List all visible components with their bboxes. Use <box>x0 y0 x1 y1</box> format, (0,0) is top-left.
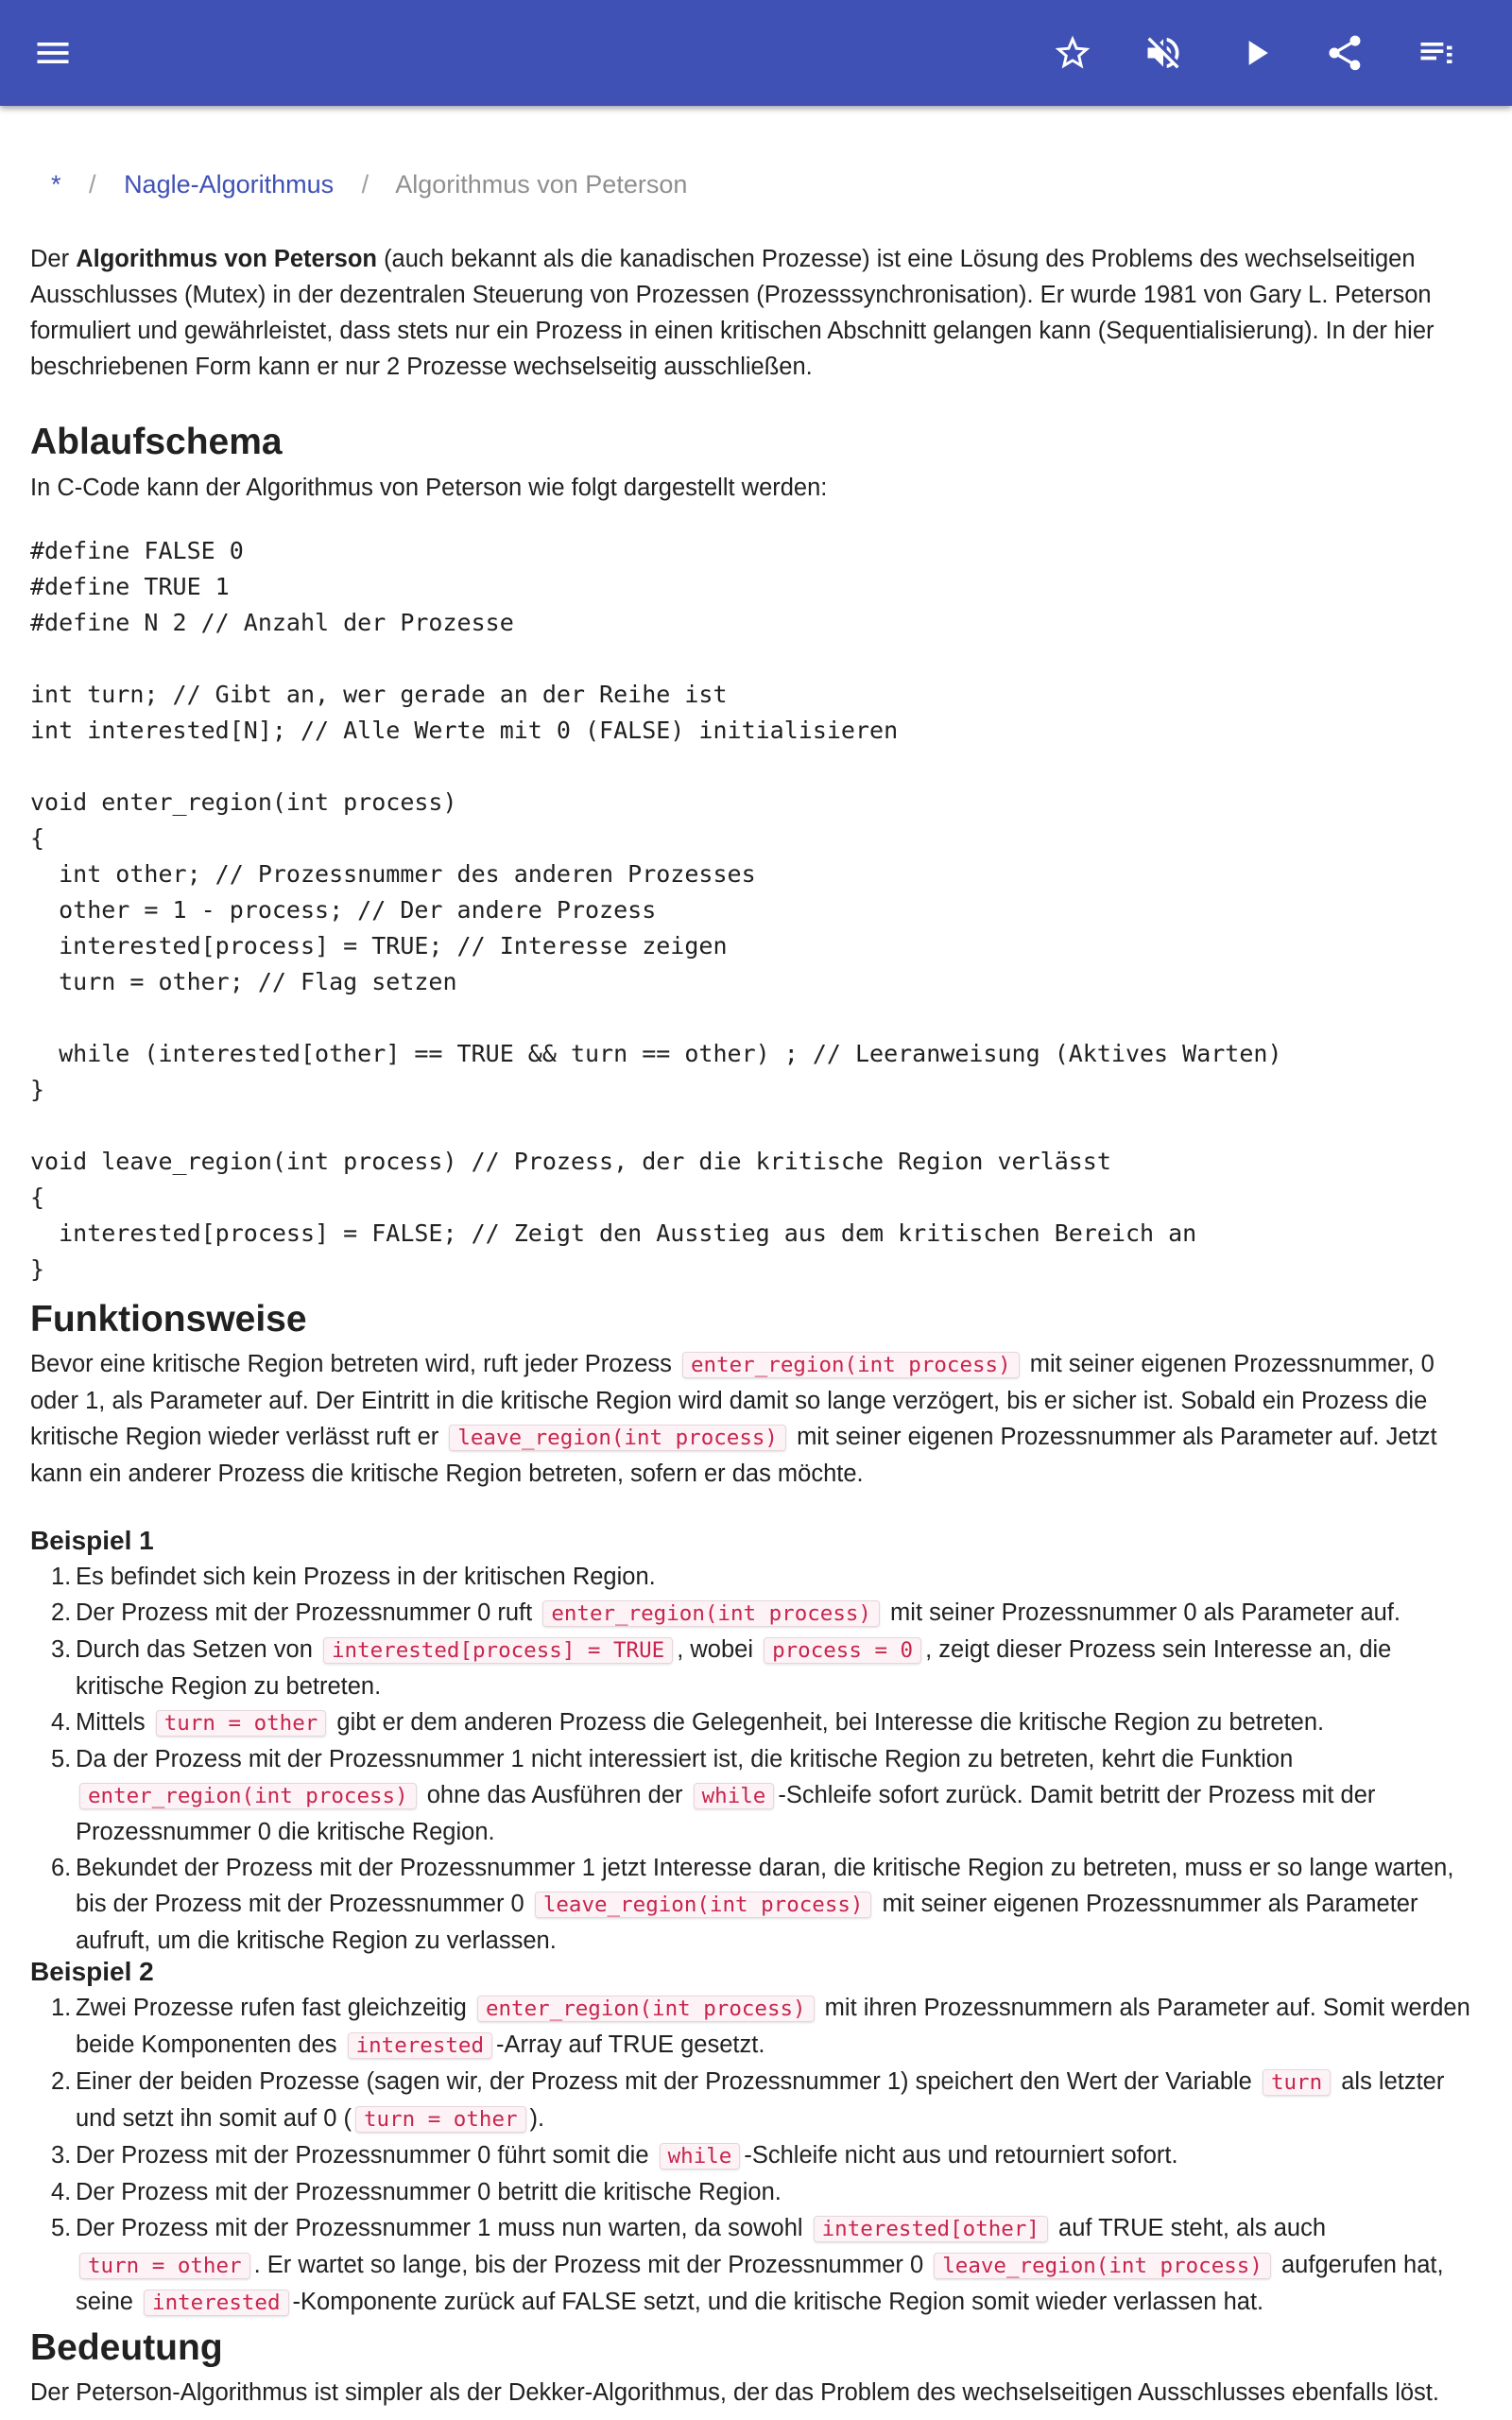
list-text: Einer der beiden Prozesse (sagen wir, der Prozess mit der Prozessnummer 1) speichert den Wert der Variable <box>76 2068 1259 2095</box>
volume-off-icon <box>1143 32 1184 74</box>
list-number: 1. <box>51 1564 72 1590</box>
list-number: 5. <box>51 1746 72 1772</box>
contents-button[interactable] <box>1408 25 1465 81</box>
breadcrumb-separator: / <box>89 170 96 199</box>
list-text: ohne das Ausführen der <box>420 1782 690 1808</box>
list-text: Mittels <box>76 1709 152 1736</box>
list-number: 3. <box>51 1636 72 1663</box>
heading-funktionsweise: Funktionsweise <box>30 1299 307 1340</box>
share-button[interactable] <box>1316 25 1373 81</box>
list-text: mit ihren Prozessnummern als Parameter auf. Somit werden beide Komponenten des <box>76 1995 1470 2058</box>
bookmark-button[interactable] <box>1044 25 1101 81</box>
ablauf-text: In C-Code kann der Algorithmus von Peterson wie folgt dargestellt werden: <box>30 475 828 501</box>
list-text: mit seiner eigenen Prozessnummer als Parameter aufruft, um die kritische Region zu verlassen. <box>76 1891 1418 1954</box>
list-item <box>30 2137 1486 2174</box>
inline-code: leave_region(int process) <box>449 1425 786 1451</box>
list-number: 6. <box>51 1855 72 1881</box>
inline-code: enter_region(int process) <box>477 1996 815 2022</box>
list-item <box>30 1704 1486 1741</box>
list-text: Durch das Setzen von <box>76 1636 319 1663</box>
share-icon <box>1324 32 1366 74</box>
intro-paragraph <box>30 241 1486 385</box>
list-text: -Array auf TRUE gesetzt. <box>496 2031 765 2058</box>
inline-code: interested <box>144 2290 288 2316</box>
breadcrumb <box>51 170 687 199</box>
list-number: 2. <box>51 2068 72 2095</box>
list-number: 2. <box>51 1599 72 1626</box>
inline-code: leave_region(int process) <box>934 2253 1271 2279</box>
code-block: #define FALSE 0 #define TRUE 1 #define N 2 // Anzahl der Prozesse int turn; // Gibt an, wer gerade an der Reihe ist int interested[N]; // Alle Werte mit 0 (FALSE) initialisieren void enter_region(int process) { int other; // Prozessnummer des anderen Prozesses other = 1 - process; // Der andere Prozess interested[process] = TRUE; // Interesse zeigen turn = other; // Flag setzen while (interested[other] == TRUE && turn == other) ; // Leeranweisung (Aktives Warten) } void leave_region(int process) // Prozess, der die kritische Region verlässt { interested[process] = FALSE; // Zeigt den Ausstieg aus dem kritischen Bereich an } <box>30 537 1282 1283</box>
list-text: , zeigt dieser Prozess sein Interesse an, die kritische Region zu betreten. <box>76 1636 1392 1700</box>
heading-bedeutung: Bedeutung <box>30 2327 223 2368</box>
inline-code: turn <box>1263 2069 1331 2096</box>
list-item <box>30 2174 1486 2210</box>
app-bar <box>0 0 1512 106</box>
list-text: Der Prozess mit der Prozessnummer 0 ruft <box>76 1599 540 1626</box>
inline-code: enter_region(int process) <box>79 1783 417 1809</box>
inline-code: interested <box>348 2032 492 2059</box>
beispiel-1-list <box>30 1559 1486 1959</box>
inline-code: turn = other <box>79 2253 250 2279</box>
play-button[interactable] <box>1228 25 1284 81</box>
inline-code: process = 0 <box>764 1637 921 1664</box>
intro-bold: Algorithmus von Peterson <box>76 246 377 272</box>
star-icon <box>1052 32 1093 74</box>
funktion-text-3: mit seiner eigenen Prozessnummer als Parameter auf. Jetzt kann ein anderer Prozess die kritische Region betreten, sofern er das möchte. <box>30 1424 1437 1487</box>
list-number: 1. <box>51 1995 72 2021</box>
beispiel-2-list <box>30 1990 1486 2321</box>
heading-beispiel-2: Beispiel 2 <box>30 1957 154 1986</box>
list-text: ). <box>529 2105 545 2132</box>
inline-code: while <box>694 1783 775 1809</box>
funktion-text-2: mit seiner eigenen Prozessnummer, 0 oder 1, als Parameter auf. Der Eintritt in die kritische Region wird damit so lange verzögert, bis er sicher ist. Sobald ein Prozess die kritische Region wieder verlässt ruft er <box>30 1351 1435 1450</box>
menu-button[interactable] <box>25 25 81 81</box>
intro-lead: Der <box>30 246 77 272</box>
list-item <box>30 1741 1486 1850</box>
list-number: 3. <box>51 2142 72 2169</box>
list-text: aufgerufen hat, seine <box>76 2252 1444 2315</box>
list-item <box>30 1850 1486 1959</box>
funktion-paragraph <box>30 1346 1486 1492</box>
list-item <box>30 1559 1486 1595</box>
list-text: als letzter und setzt ihn somit auf 0 ( <box>76 2068 1445 2132</box>
list-text: Da der Prozess mit der Prozessnummer 1 nicht interessiert ist, die kritische Region zu betreten, kehrt die Funktion <box>76 1746 1294 1772</box>
list-number: 4. <box>51 1709 72 1736</box>
list-text: Der Prozess mit der Prozessnummer 1 muss nun warten, da sowohl <box>76 2215 810 2241</box>
breadcrumb-parent-link[interactable]: Nagle-Algorithmus <box>124 170 335 199</box>
list-text: -Schleife sofort zurück. Damit betritt der Prozess mit der Prozessnummer 0 die kritische Region. <box>76 1782 1376 1845</box>
bedeutung-text: Der Peterson-Algorithmus ist simpler als der Dekker-Algorithmus, der das Problem des wechselseitigen Ausschlusses ebenfalls löst. <box>30 2379 1439 2406</box>
inline-code: while <box>660 2143 741 2169</box>
list-text: Es befindet sich kein Prozess in der kritischen Region. <box>76 1564 656 1590</box>
heading-beispiel-1: Beispiel 1 <box>30 1526 154 1555</box>
mute-button[interactable] <box>1135 25 1192 81</box>
list-number: 5. <box>51 2215 72 2241</box>
list-text: Zwei Prozesse rufen fast gleichzeitig <box>76 1995 473 2021</box>
list-number: 4. <box>51 2179 72 2205</box>
play-icon <box>1235 32 1277 74</box>
breadcrumb-home-link[interactable]: * <box>51 170 61 199</box>
inline-code: enter_region(int process) <box>682 1352 1020 1378</box>
inline-code: turn = other <box>355 2106 526 2133</box>
list-text: . Er wartet so lange, bis der Prozess mit der Prozessnummer 0 <box>253 2252 931 2278</box>
list-text: gibt er dem anderen Prozess die Gelegenheit, bei Interesse die kritische Region zu betreten. <box>330 1709 1325 1736</box>
list-text: auf TRUE steht, als auch <box>1051 2215 1327 2241</box>
breadcrumb-current: Algorithmus von Peterson <box>395 170 688 199</box>
breadcrumb-separator: / <box>361 170 369 199</box>
list-item <box>30 2064 1486 2137</box>
inline-code: enter_region(int process) <box>542 1600 880 1627</box>
inline-code: leave_region(int process) <box>535 1892 872 1918</box>
list-text: Bekundet der Prozess mit der Prozessnummer 1 jetzt Interesse daran, die kritische Region zu betreten, muss er so lange warten, bis der Prozess mit der Prozessnummer 0 <box>76 1855 1454 1917</box>
menu-icon <box>32 32 74 74</box>
list-text: Der Prozess mit der Prozessnummer 0 führt somit die <box>76 2142 656 2169</box>
inline-code: interested[process] = TRUE <box>323 1637 673 1664</box>
playlist-icon <box>1416 32 1457 74</box>
list-item <box>30 2210 1486 2321</box>
list-item <box>30 1595 1486 1632</box>
list-item <box>30 1990 1486 2064</box>
funktion-text-1: Bevor eine kritische Region betreten wird, ruft jeder Prozess <box>30 1351 679 1377</box>
intro-rest: (auch bekannt als die kanadischen Prozesse) ist eine Lösung des Problems des wechselseitigen Ausschlusses (Mutex) in der dezentralen Steuerung von Prozessen (Prozesssynchronisation). Er wurde 1981 von Gary L. Peterson formuliert und gewährleistet, dass stets nur ein Prozess in einen kritischen Abschnitt gelangen kann (Sequentialisierung). In der hier beschriebenen Form kann er nur 2 Prozesse wechselseitig ausschließen. <box>30 246 1435 380</box>
list-text: , wobei <box>677 1636 761 1663</box>
inline-code: turn = other <box>156 1710 327 1737</box>
list-text: mit seiner Prozessnummer 0 als Parameter auf. <box>883 1599 1400 1626</box>
list-text: -Komponente zurück auf FALSE setzt, und die kritische Region somit wieder verlassen hat. <box>292 2289 1264 2315</box>
heading-ablaufschema: Ablaufschema <box>30 422 283 462</box>
inline-code: interested[other] <box>814 2216 1048 2242</box>
list-item <box>30 1632 1486 1704</box>
list-text: Der Prozess mit der Prozessnummer 0 betritt die kritische Region. <box>76 2179 782 2205</box>
list-text: -Schleife nicht aus und retourniert sofort. <box>744 2142 1178 2169</box>
